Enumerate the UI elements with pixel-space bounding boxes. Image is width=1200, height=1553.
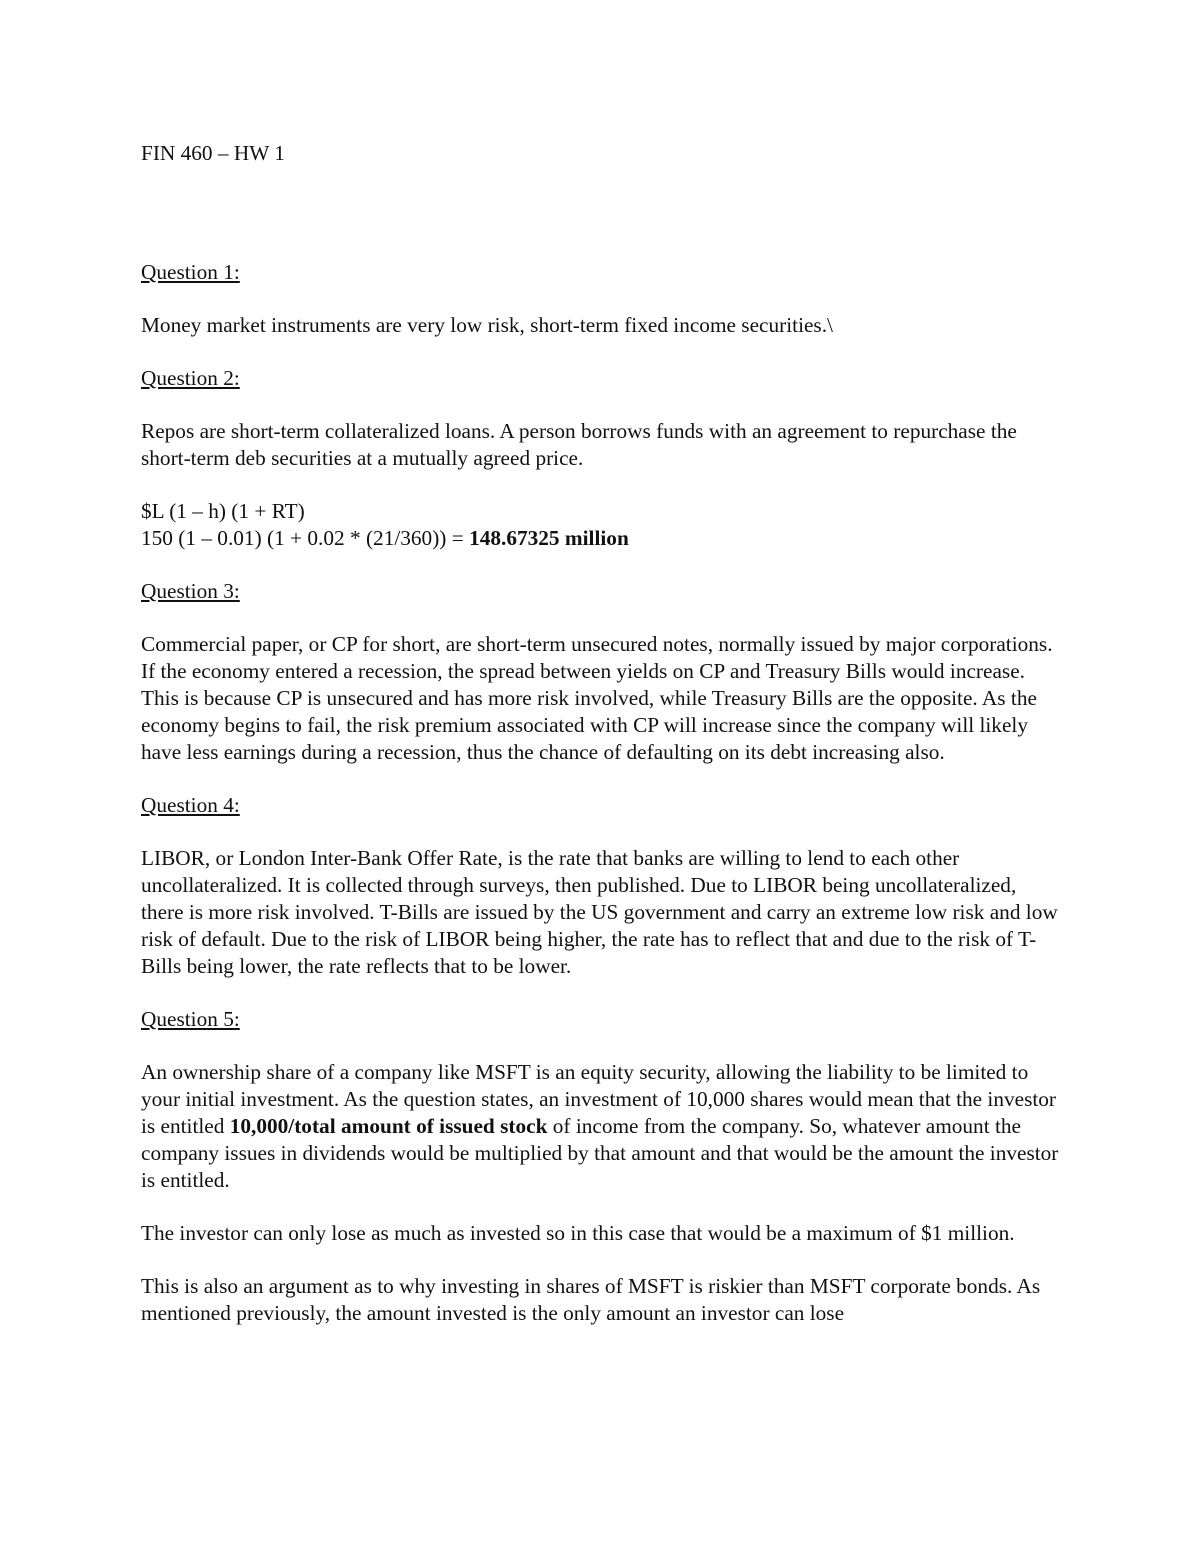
question-2-heading: Question 2: — [141, 366, 240, 390]
formula-calculation — [141, 525, 1061, 552]
question-1-answer: Money market instruments are very low risk, short-term fixed income securities.\ — [141, 313, 833, 337]
question-2-answer: Repos are short-term collateralized loans. A person borrows funds with an agreement to repurchase the short-term deb securities at a mutually agreed price. — [141, 419, 1017, 470]
document-page — [141, 140, 1061, 1353]
question-5-answer-2: The investor can only lose as much as invested so in this case that would be a maximum of $1 million. — [141, 1221, 1015, 1245]
question-5-heading: Question 5: — [141, 1007, 240, 1031]
question-3-heading: Question 3: — [141, 579, 240, 603]
formula-result: 148.67325 million — [469, 526, 629, 550]
answer-1-bold-text: 10,000/total amount of issued stock — [229, 1114, 548, 1138]
question-3-answer: Commercial paper, or CP for short, are short-term unsecured notes, normally issued by major corporations. If the economy entered a recession, the spread between yields on CP and Treasury Bills would increase. This is because CP is unsecured and has more risk involved, while Treasury Bills are the opposite. As the economy begins to fail, the risk premium associated with CP will increase since the company will likely have less earnings during a recession, thus the chance of defaulting on its debt increasing also. — [141, 632, 1053, 764]
formula-expression: 150 (1 – 0.01) (1 + 0.02 * (21/360)) = — [141, 526, 470, 550]
question-1-heading: Question 1: — [141, 260, 240, 284]
formula-general: $L (1 – h) (1 + RT) — [141, 499, 305, 523]
question-5-answer-3: This is also an argument as to why investing in shares of MSFT is riskier than MSFT corporate bonds. As mentioned previously, the amount invested is the only amount an investor can lose — [141, 1274, 1041, 1325]
answer-1-text-start: An ownership share of a company like MSFT is an equity security, allowing the liability to be limited to your initial investment. As the question states, an investment of 10,000 shares would mean that the investor is entitled — [141, 1060, 1057, 1138]
question-4-heading: Question 4: — [141, 793, 240, 817]
question-5-answer-1 — [141, 1059, 1061, 1194]
document-title: FIN 460 – HW 1 — [141, 141, 285, 165]
answer-1-text-end: of income from the company. So, whatever amount the company issues in dividends would be multiplied by that amount and that would be the amount the investor is entitled. — [141, 1114, 1059, 1192]
question-4-answer: LIBOR, or London Inter-Bank Offer Rate, is the rate that banks are willing to lend to each other uncollateralized. It is collected through surveys, then published. Due to LIBOR being uncollateralized, there is more risk involved. T-Bills are issued by the US government and carry an extreme low risk and low risk of default. Due to the risk of LIBOR being higher, the rate has to reflect that and due to the risk of T-Bills being lower, the rate reflects that to be lower. — [141, 846, 1058, 978]
question-2-formula — [141, 498, 1061, 552]
